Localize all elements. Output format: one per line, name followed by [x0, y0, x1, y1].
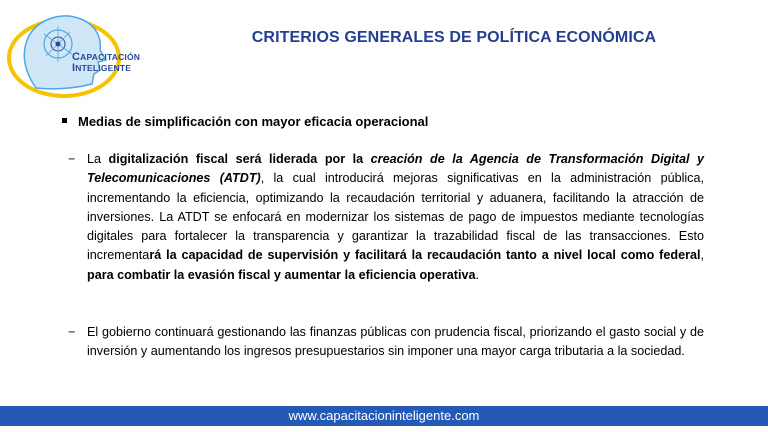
- logo-text: CAPACITACIÓN INTELIGENTE: [72, 51, 141, 74]
- bullet-square-icon: [62, 118, 67, 123]
- dash-bullet: −: [68, 152, 76, 166]
- page-title: CRITERIOS GENERALES DE POLÍTICA ECONÓMICA: [251, 29, 657, 46]
- bold-run: para combatir la evasión fiscal y aumentar la eficiencia operativa: [87, 267, 476, 282]
- bold-run: digitalización fiscal será liderada por la: [108, 152, 371, 166]
- text-run: La: [87, 152, 109, 166]
- section-heading: [62, 114, 428, 129]
- text-run: ,: [700, 248, 704, 263]
- paragraph-text: El gobierno continuará gestionando las finanzas públicas con prudencia fiscal, priorizando el gasto social y de inversión y aumentando los ingresos presupuestarios sin imponer una mayor carga tributaria a la sociedad.: [87, 325, 704, 359]
- text-run: , la cual introducirá mejoras significativas en la administración pública, incrementando la eficiencia, optimizando la recaudación territorial y aduanera, facilitando la atracción de inversiones. La ATDT se enfocará en modernizar los sistemas de pago de impuestos mediante tecnologías digitales para fortalecer la transparencia y garantizar la trazabilidad fiscal de las transacciones. Esto incrementa: [87, 171, 704, 263]
- text-run: .: [475, 267, 479, 282]
- paragraph-finanzas: [68, 323, 704, 362]
- footer-bar: [0, 406, 768, 426]
- logo: [6, 4, 141, 100]
- paragraph-digitalizacion: [68, 150, 704, 285]
- dash-bullet: −: [68, 325, 76, 339]
- bold-run: rá la capacidad de supervisión y facilitará la recaudación tanto a nivel local como federal: [149, 248, 701, 263]
- footer-url[interactable]: www.capacitacioninteligente.com: [288, 408, 480, 423]
- bold-italic-run: creación de la Agencia de Transformación Digital y Telecomunicaciones (ATDT): [87, 152, 704, 186]
- section-heading-label: Medias de simplificación con mayor eficacia operacional: [78, 114, 429, 129]
